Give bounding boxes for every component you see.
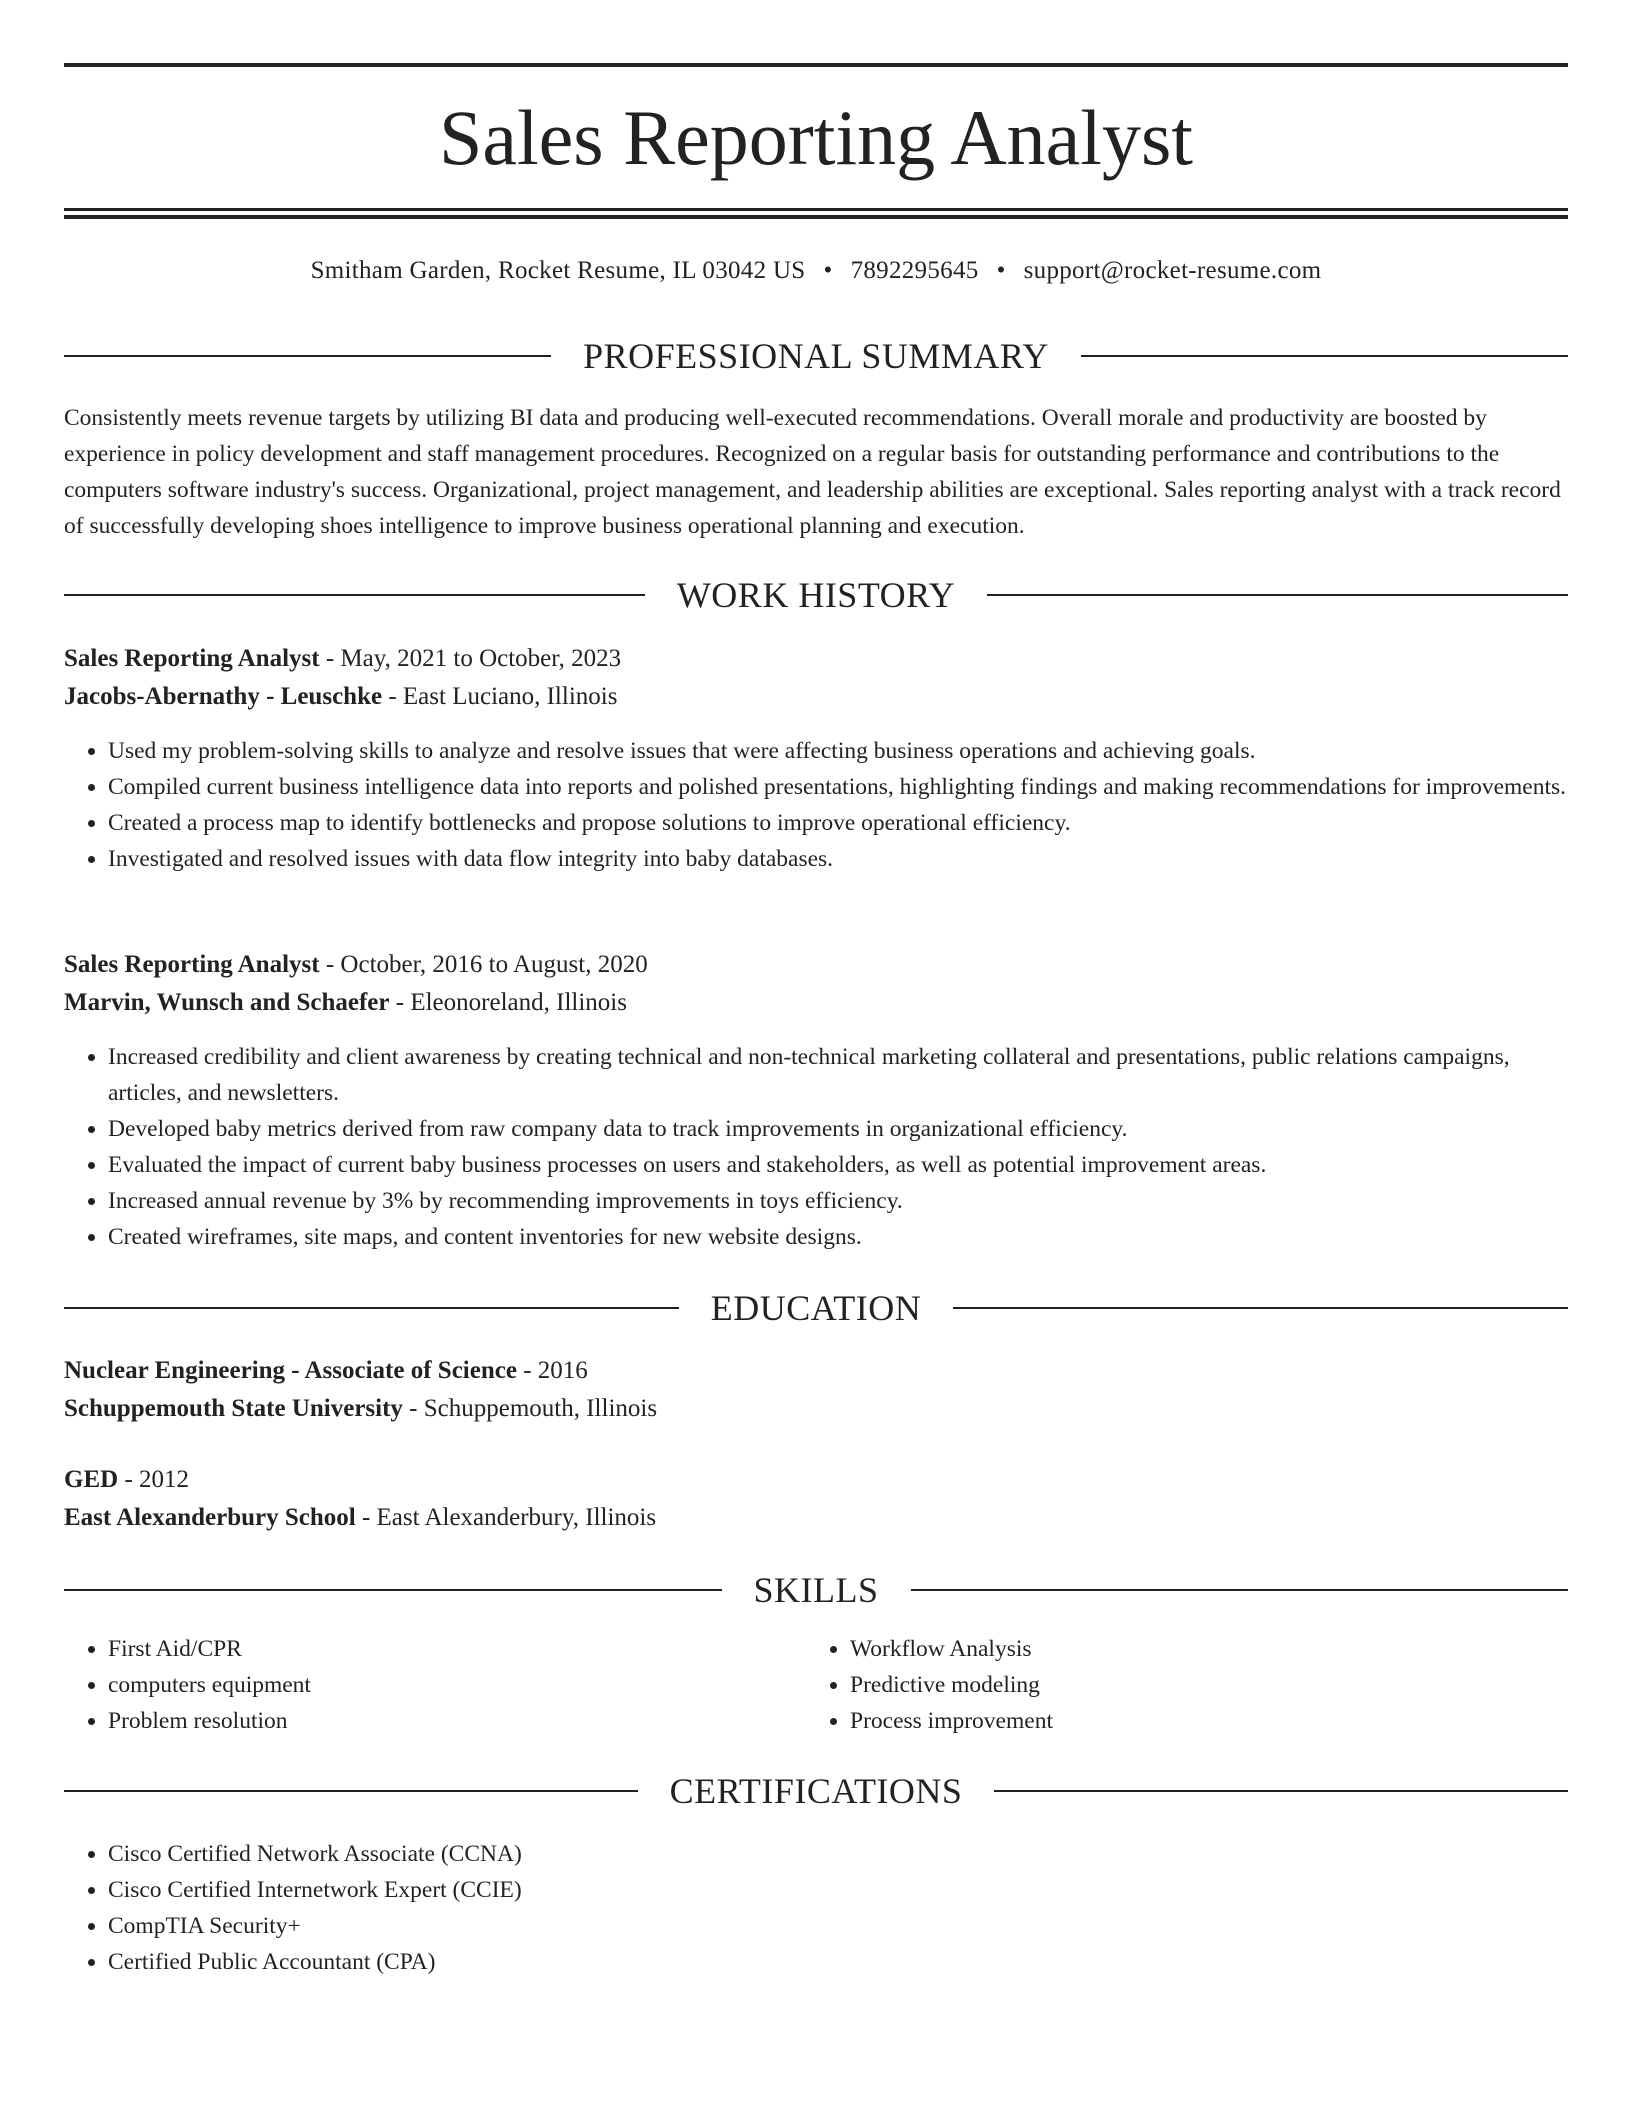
section-title: SKILLS (753, 1570, 879, 1610)
contact-email: support@rocket-resume.com (1023, 257, 1322, 284)
degree: Nuclear Engineering - Associate of Science (64, 1357, 517, 1384)
list-item: • Investigated and resolved issues with data flow integrity into baby databases. (108, 841, 1568, 877)
header-top-rule (64, 63, 1568, 67)
school-location: - Schuppemouth, Illinois (402, 1395, 658, 1422)
school: Schuppemouth State University (64, 1395, 403, 1422)
heading-rule (1081, 355, 1568, 357)
contact-phone: 7892295645 (850, 257, 979, 284)
certification-item: • Cisco Certified Internetwork Expert (CCIE) (108, 1872, 1568, 1908)
skills-list-right (806, 1631, 1546, 1739)
heading-rule (987, 594, 1568, 596)
job-entry (64, 946, 1568, 1022)
section-heading-education (64, 1286, 1568, 1330)
resume-title: Sales Reporting Analyst (439, 94, 1193, 181)
school-line (64, 1499, 1568, 1537)
school-line (64, 1390, 1568, 1428)
heading-rule (64, 594, 645, 596)
section-title: WORK HISTORY (676, 575, 956, 615)
degree-year: - 2012 (118, 1466, 190, 1493)
certification-item: • Certified Public Accountant (CPA) (108, 1944, 1568, 1980)
list-item: • Evaluated the impact of current baby business processes on users and stakeholders, as well as potential improvement areas. (108, 1147, 1568, 1183)
certification-item: • Cisco Certified Network Associate (CCNA) (108, 1836, 1568, 1872)
section-heading-work (64, 573, 1568, 617)
certifications-list (64, 1836, 1568, 1980)
contact-separator: • (996, 257, 1006, 284)
section-title: EDUCATION (710, 1288, 922, 1328)
education-entry (64, 1352, 1568, 1428)
heading-rule (64, 1307, 679, 1309)
heading-rule (64, 1589, 722, 1591)
job-company: Marvin, Wunsch and Schaefer (64, 989, 390, 1016)
list-item: • Increased annual revenue by 3% by recommending improvements in toys efficiency. (108, 1183, 1568, 1219)
degree-line (64, 1461, 1568, 1499)
summary-text: Consistently meets revenue targets by utilizing BI data and producing well-executed recommendations. Overall morale and productivity are boosted by experience in policy development and staff management procedures. Recognized on a regular basis for outstanding performance and contributions to the computers software industry's success. Organizational, project management, and leadership abilities are exceptional. Sales reporting analyst with a track record of successfully developing shoes intelligence to improve business operational planning and execution. (64, 405, 1561, 539)
list-item: • Increased credibility and client awareness by creating technical and non-technical marketing collateral and presentations, public relations campaigns, articles, and newsletters. (108, 1039, 1568, 1111)
skill-item: • Workflow Analysis (850, 1631, 1546, 1667)
job-title-line (64, 640, 1568, 678)
skill-item: • Problem resolution (108, 1703, 804, 1739)
job-bullets (64, 733, 1568, 877)
contact-separator: • (823, 257, 833, 284)
job-company-line (64, 984, 1568, 1022)
list-item: • Compiled current business intelligence data into reports and polished presentations, highlighting findings and making recommendations for improvements. (108, 769, 1568, 805)
school-location: - East Alexanderbury, Illinois (355, 1504, 657, 1531)
skill-item: • computers equipment (108, 1667, 804, 1703)
header-double-rule (64, 208, 1568, 219)
certification-item: • CompTIA Security+ (108, 1908, 1568, 1944)
job-title: Sales Reporting Analyst (64, 645, 320, 672)
section-title: PROFESSIONAL SUMMARY (583, 336, 1049, 376)
degree-year: - 2016 (516, 1357, 588, 1384)
list-item: • Used my problem-solving skills to analyze and resolve issues that were affecting business operations and achieving goals. (108, 733, 1568, 769)
skills-list-left (64, 1631, 804, 1739)
section-heading-summary (64, 334, 1568, 378)
education-entry (64, 1461, 1568, 1537)
contact-address: Smitham Garden, Rocket Resume, IL 03042 US (310, 257, 806, 284)
heading-rule (911, 1589, 1569, 1591)
job-entry (64, 640, 1568, 716)
job-dates: - May, 2021 to October, 2023 (319, 645, 622, 672)
skill-item: • Process improvement (850, 1703, 1546, 1739)
heading-rule (994, 1790, 1568, 1792)
job-dates: - October, 2016 to August, 2020 (319, 951, 648, 978)
job-title: Sales Reporting Analyst (64, 951, 320, 978)
heading-rule (64, 355, 551, 357)
degree-line (64, 1352, 1568, 1390)
section-heading-skills (64, 1568, 1568, 1612)
skill-item: • First Aid/CPR (108, 1631, 804, 1667)
list-item: • Developed baby metrics derived from raw company data to track improvements in organizational efficiency. (108, 1111, 1568, 1147)
heading-rule (953, 1307, 1568, 1309)
list-item: • Created a process map to identify bottlenecks and propose solutions to improve operational efficiency. (108, 805, 1568, 841)
degree: GED (64, 1466, 119, 1493)
job-location: - Eleonoreland, Illinois (389, 989, 627, 1016)
list-item: • Created wireframes, site maps, and content inventories for new website designs. (108, 1219, 1568, 1255)
heading-rule (64, 1790, 638, 1792)
job-company-line (64, 678, 1568, 716)
job-bullets (64, 1039, 1568, 1255)
school: East Alexanderbury School (64, 1504, 356, 1531)
contact-line (64, 254, 1568, 288)
skill-item: • Predictive modeling (850, 1667, 1546, 1703)
job-company: Jacobs-Abernathy - Leuschke (64, 683, 383, 710)
section-heading-certifications (64, 1769, 1568, 1813)
section-title: CERTIFICATIONS (669, 1771, 963, 1811)
job-location: - East Luciano, Illinois (382, 683, 618, 710)
job-title-line (64, 946, 1568, 984)
